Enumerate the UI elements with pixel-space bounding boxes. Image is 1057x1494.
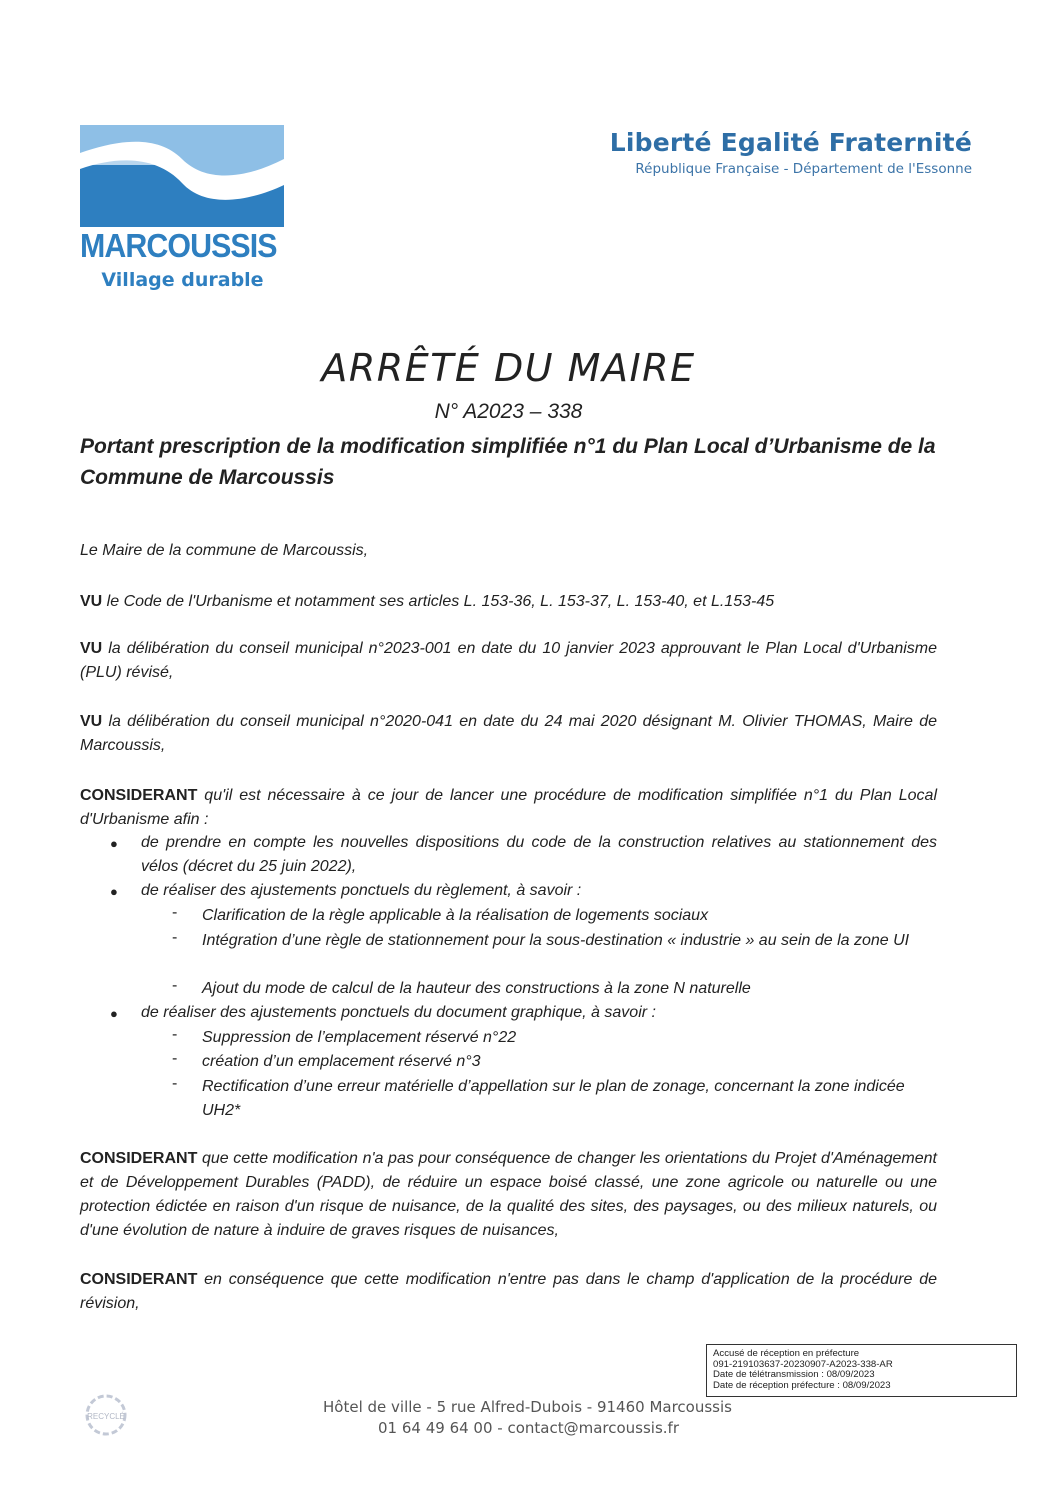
motto-block [610, 128, 972, 177]
vu-text: le Code de l'Urbanisme et notamment ses articles L. 153-36, L. 153-37, L. 153-40, et L.153-45 [102, 593, 775, 610]
sub-item: Rectification d’une erreur matérielle d’appellation sur le plan de zonage, concernant la zone indicée UH2* [202, 1078, 905, 1119]
dash-icon: - [172, 929, 178, 946]
vu-lead: VU [80, 713, 103, 730]
vu-paragraph-3 [80, 710, 937, 758]
considerant-text: en conséquence que cette modification n'entre pas dans le champ d'application de la procédure de révision, [80, 1271, 937, 1312]
logo-name: MARCOUSSIS [80, 227, 277, 264]
bullet-icon: ● [110, 884, 118, 899]
considerant-paragraph-2 [80, 1147, 937, 1243]
considerant-paragraph-3 [80, 1268, 937, 1316]
vu-text: la délibération du conseil municipal n°2023-001 en date du 10 janvier 2023 approuvant le Plan Local d'Urbanisme (PLU) révisé, [80, 640, 937, 681]
considerant-lead: CONSIDERANT [80, 1150, 198, 1167]
dash-icon: - [172, 1050, 178, 1067]
stamp-line: Date de réception préfecture : 08/09/2023 [713, 1379, 891, 1391]
bullet-item: de prendre en compte les nouvelles dispositions du code de la construction relatives au stationnement des vélos (décret du 25 juin 2022), [141, 834, 937, 875]
logo-tagline: Village durable [101, 269, 264, 291]
considerant-lead: CONSIDERANT [80, 787, 198, 804]
recycle-label: RECYCLÉ [87, 1412, 125, 1421]
dash-icon: - [172, 1026, 178, 1043]
stamp-line: Date de télétransmission : 08/09/2023 [713, 1369, 875, 1380]
marcoussis-logo [80, 125, 285, 295]
stamp-line: Accusé de réception en préfecture [713, 1348, 860, 1359]
vu-lead: VU [80, 640, 103, 657]
sub-item: Intégration d’une règle de stationnement pour la sous-destination « industrie » au sein de la zone UI [202, 932, 910, 949]
vu-text: la délibération du conseil municipal n°2020-041 en date du 24 mai 2020 désignant M. Olivier THOMAS, Maire de Marcoussis, [80, 713, 937, 754]
wave-logo-icon [80, 125, 284, 227]
dash-icon: - [172, 1075, 178, 1092]
document-subtitle: Portant prescription de la modification simplifiée n°1 du Plan Local d’Urbanisme de la Commune de Marcoussis [80, 435, 936, 489]
dash-icon: - [172, 977, 178, 994]
document-number: N° A2023 – 338 [434, 400, 583, 423]
considerant-text: que cette modification n'a pas pour conséquence de changer les orientations du Projet d'Aménagement et de Développement Durables (PADD), de réduire un espace boisé classé, une zone agricole ou naturelle ou une protection édictée en raison d'un risque de nuisance, de la qualité des sites, des paysages, ou des milieux naturels, ou d'une évolution de nature à induire de graves risques de nuisances, [80, 1150, 937, 1239]
intro-paragraph: Le Maire de la commune de Marcoussis, [80, 542, 369, 559]
bullet-item: de réaliser des ajustements ponctuels du règlement, à savoir : [141, 882, 582, 899]
vu-paragraph-1 [80, 590, 937, 614]
document-title: ARRÊTÉ DU MAIRE [321, 346, 696, 390]
bullet-icon: ● [110, 1006, 118, 1021]
sub-item: Suppression de l’emplacement réservé n°22 [202, 1029, 517, 1046]
considerant-paragraph-1 [80, 784, 937, 832]
considerant-lead: CONSIDERANT [80, 1271, 198, 1288]
sub-item: Clarification de la règle applicable à la réalisation de logements sociaux [202, 907, 709, 924]
sub-item: Ajout du mode de calcul de la hauteur des constructions à la zone N naturelle [202, 980, 751, 997]
considerant-text: qu'il est nécessaire à ce jour de lancer une procédure de modification simplifiée n°1 du Plan Local d'Urbanisme afin : [80, 787, 937, 828]
motto-title: Liberté Egalité Fraternité [609, 128, 972, 157]
bullet-item: de réaliser des ajustements ponctuels du document graphique, à savoir : [141, 1004, 656, 1021]
footer-contact: 01 64 49 64 00 - contact@marcoussis.fr [378, 1419, 679, 1437]
stamp-line: 091-219103637-20230907-A2023-338-AR [713, 1358, 893, 1370]
vu-paragraph-2 [80, 637, 937, 685]
dash-icon: - [172, 904, 178, 921]
footer-address: Hôtel de ville - 5 rue Alfred-Dubois - 91460 Marcoussis [323, 1398, 732, 1416]
vu-lead: VU [80, 593, 103, 610]
sub-item: création d’un emplacement réservé n°3 [202, 1053, 481, 1070]
bullet-icon: ● [110, 836, 118, 851]
motto-subtitle: République Française - Département de l'Essonne [635, 161, 972, 177]
recycled-paper-icon [80, 1392, 132, 1438]
prefecture-receipt-stamp [706, 1344, 1017, 1397]
